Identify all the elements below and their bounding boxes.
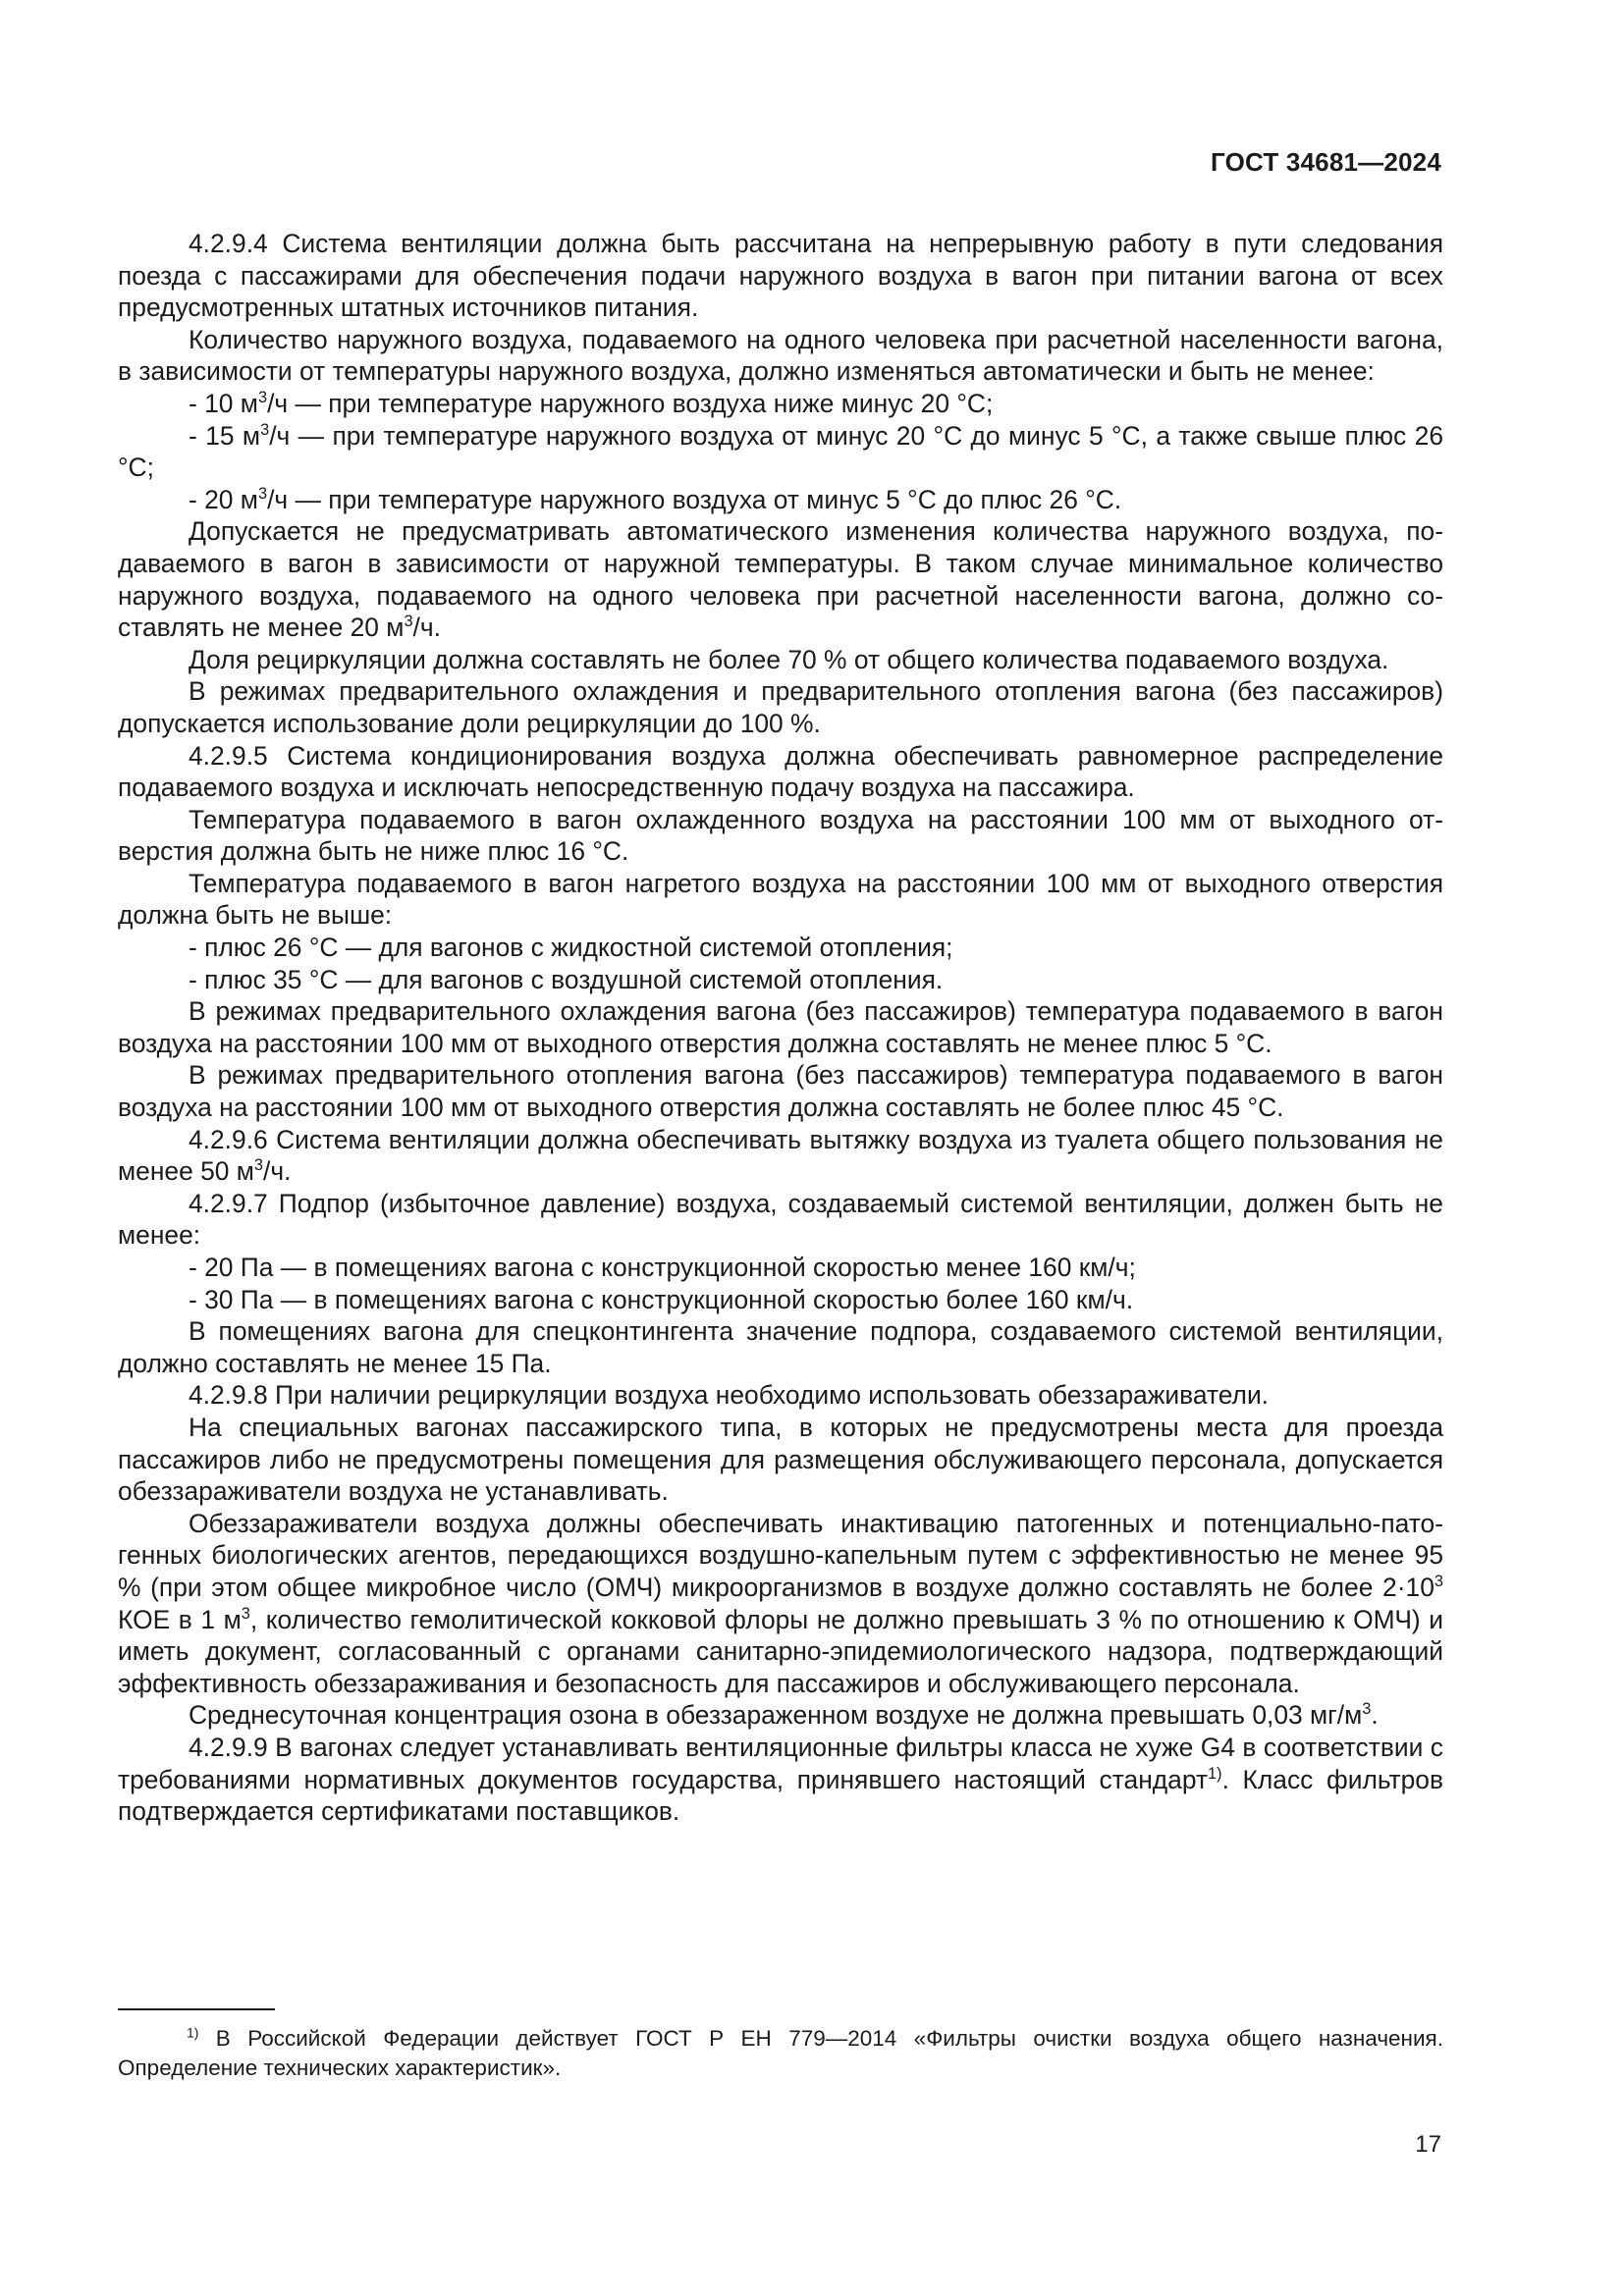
list-item-plus-35: - плюс 35 °С — для вагонов с воздушной системой отопления. [189, 964, 944, 994]
paragraph-heated-air-temp: Температура подаваемого в вагон нагретого воздуха на расстоянии 100 мм от выходного отверстия должна быть не выше: [118, 868, 1443, 931]
page-number: 17 [1415, 2131, 1441, 2158]
paragraph-precooling-temp: В режимах предварительного охлаждения вагона (без пассажиров) температура подаваемого в вагон воздуха на расстоянии 100 мм от выходного отверстия должна составлять не менее плюс 5 °С. [118, 996, 1443, 1058]
footnote-reference[interactable]: 1) [1208, 1764, 1222, 1783]
list-item-20-pa: - 20 Па — в помещениях вагона с конструкционной скоростью менее 160 км/ч; [189, 1253, 1136, 1282]
paragraph-special-wagons: На специальных вагонах пассажирского типа, в которых не предусмотрены места для проезда пассажиров либо не предусмотрены помещения для размещения обслуживающего персонала, допускается обеззараживатели воздуха не устанавливать. [118, 1412, 1443, 1507]
paragraph-disinfectors: Обеззараживатели воздуха должны обеспечивать инактивацию патогенных и потенциально-патогенных биологических агентов, передающихся воздушно-капельным путем с эффективностью не менее 95 % (при этом общее микробное число (ОМЧ) микроорганизмов в воздухе должно составлять не более $2\cdot 10^3$ КОЕ в 1 $м^3$, количество гемолитической кокковой флоры не должно превышать 3 % по отношению к ОМЧ) и иметь документ, согласованный с органами санитарно-эпидемиологического надзора, подтверждающий эффективность обеззараживания и безопасность для пассажиров и обслуживающего персонала. [118, 1508, 1443, 1698]
paragraph-4-2-9-6: 4.2.9.6 Система вентиляции должна обеспечивать вытяжку воздуха из туалета общего пользования не менее 50 $м^3/ч$. [118, 1124, 1443, 1187]
paragraph-special-contingent: В помещениях вагона для спецконтингента значение подпора, создаваемого системой вентиляции, должно составлять не менее 15 Па. [118, 1316, 1443, 1378]
list-item-30-pa: - 30 Па — в помещениях вагона с конструкционной скоростью более 160 км/ч. [189, 1284, 1134, 1314]
list-item-plus-26: - плюс 26 °С — для вагонов с жидкостной системой отопления; [189, 933, 953, 963]
list-item-15: - 15 $м^3/ч$ — при температуре наружного воздуха от минус 20 °С до минус 5 °С, а также свыше плюс 26 °С; [118, 420, 1443, 483]
paragraph-recirculation-share: Доля рециркуляции должна составлять не более 70 % от общего количества подаваемого воздуха. [189, 644, 1389, 674]
list-item-10: - 10 $м^3/ч$ — при температуре наружного воздуха ниже минус 20 °С; [189, 388, 994, 418]
footnote [118, 2024, 1443, 2083]
paragraph-4-2-9-8: 4.2.9.8 При наличии рециркуляции воздуха необходимо использовать обеззараживатели. [189, 1380, 1270, 1411]
list-item-20: - 20 $м^3/ч$ — при температуре наружного воздуха от минус 5 °С до плюс 26 °С. [189, 484, 1122, 514]
paragraph-4-2-9-5: 4.2.9.5 Система кондиционирования воздуха должна обеспечивать равномерное распределение подаваемого воздуха и исключать непосредственную подачу воздуха на пассажира. [118, 740, 1443, 803]
document-id-header: ГОСТ 34681—2024 [1211, 147, 1441, 177]
paragraph-cooled-air-temp: Температура подаваемого в вагон охлажденного воздуха на расстоянии 100 мм от выходного отверстия должна быть не ниже плюс 16 °С. [118, 804, 1443, 867]
footnote-marker: 1) [187, 2024, 199, 2041]
footnote-divider [118, 2008, 275, 2010]
paragraph-4-2-9-7: 4.2.9.7 Подпор (избыточное давление) воздуха, создаваемый системой вентиляции, должен быть не менее: [118, 1188, 1443, 1251]
paragraph-4-2-9-9: 4.2.9.9 В вагонах следует устанавливать вентиляционные фильтры класса не хуже G4 в соответствии с требованиями нормативных документов государства, принявшего настоящий стандарт$^{1)}$. Класс фильтров подтверждается сертификатами поставщиков. [118, 1732, 1443, 1827]
paragraph-ozone: Среднесуточная концентрация озона в обеззараженном воздухе не должна превышать 0,03 $мг/м^3$. [189, 1700, 1379, 1731]
paragraph-preheating-temp: В режимах предварительного отопления вагона (без пассажиров) температура подаваемого в вагон воздуха на расстоянии 100 мм от выходного отверстия должна составлять не более плюс 45 °С. [118, 1060, 1443, 1123]
paragraph-precooling-recirculation: В режимах предварительного охлаждения и предварительного отопления вагона (без пассажиров) допускается использование доли рециркуляции до 100 %. [118, 676, 1443, 738]
document-body [118, 228, 1443, 1828]
paragraph-no-auto-change: Допускается не предусматривать автоматического изменения количества наружного воздуха, подаваемого в вагон в зависимости от наружной температуры. В таком случае минимальное количество наружного воздуха, подаваемого на одного человека при расчетной населенности вагона, должно составлять не менее 20 $м^3/ч$. [118, 516, 1443, 643]
footnote-text: В Российской Федерации действует ГОСТ Р ЕН 779—2014 «Фильтры очистки воздуха общего назначения. Определение технических характеристик». [118, 2026, 1443, 2080]
paragraph-air-quantity: Количество наружного воздуха, подаваемого на одного человека при расчетной населенности вагона, в зависимости от температуры наружного воздуха, должно изменяться автоматически и быть не менее: [118, 324, 1443, 387]
paragraph-4-2-9-4: 4.2.9.4 Система вентиляции должна быть рассчитана на непрерывную работу в пути следования поезда с пассажирами для обеспечения подачи наружного воздуха в вагон при питании вагона от всех предусмотренных штатных источников питания. [118, 229, 1443, 323]
